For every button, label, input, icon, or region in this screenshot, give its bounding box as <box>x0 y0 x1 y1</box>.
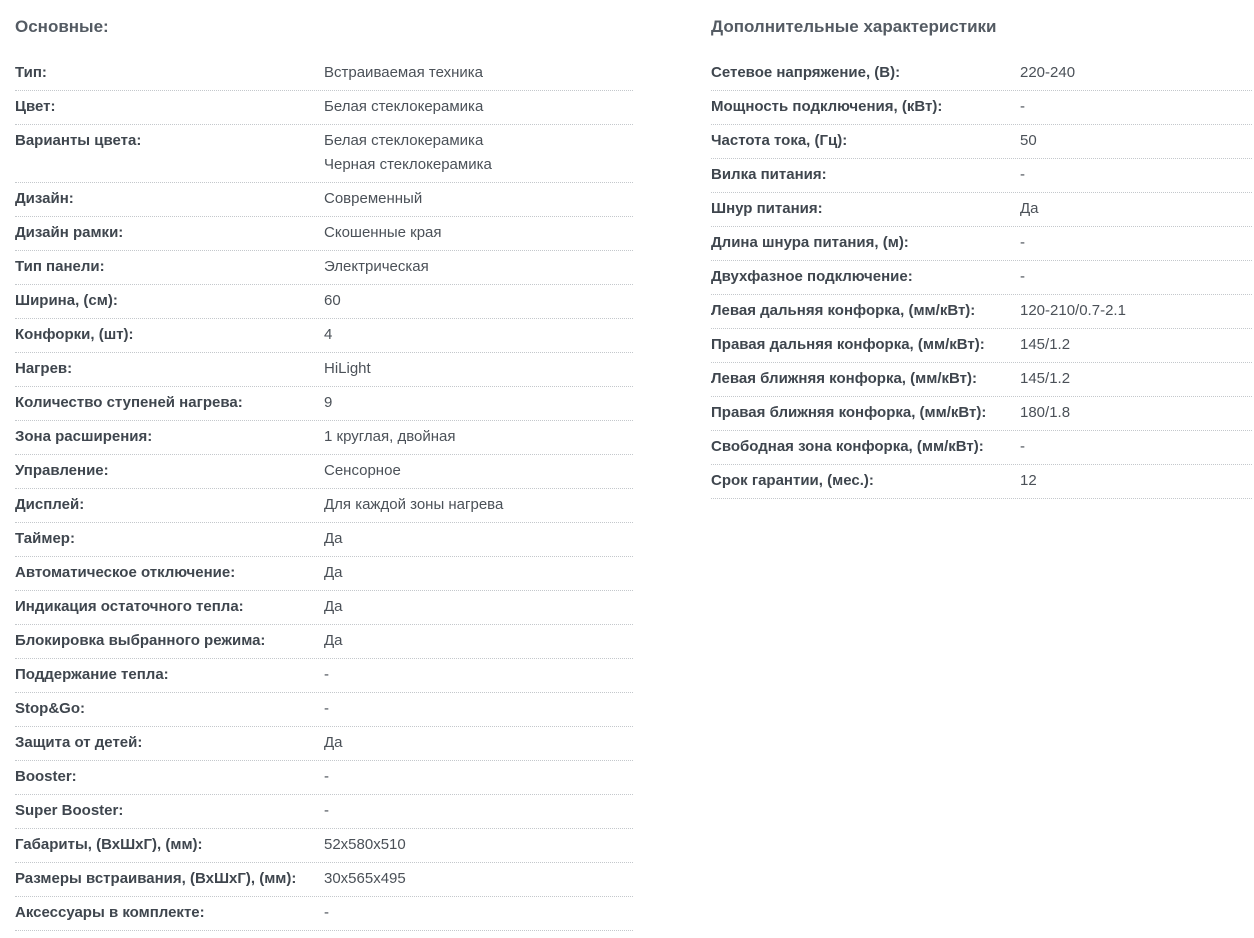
spec-value-line: - <box>324 700 329 717</box>
spec-row <box>15 659 633 693</box>
spec-label: Зона расширения: <box>15 428 153 445</box>
spec-value <box>324 699 329 719</box>
spec-label: Ширина, (см): <box>15 292 118 309</box>
spec-value-line: - <box>1020 98 1025 115</box>
spec-value-line: Современный <box>324 190 423 207</box>
spec-value-line: Для каждой зоны нагрева <box>324 496 504 513</box>
spec-row <box>711 261 1252 295</box>
spec-value <box>324 597 343 617</box>
spec-value <box>324 529 343 549</box>
spec-label: Блокировка выбранного режима: <box>15 632 266 649</box>
spec-value <box>324 393 332 413</box>
spec-row <box>15 353 633 387</box>
spec-value <box>324 495 503 515</box>
spec-value <box>1020 335 1070 355</box>
spec-value <box>324 359 371 379</box>
spec-label: Левая дальняя конфорка, (мм/кВт): <box>711 302 976 319</box>
spec-row <box>711 57 1252 91</box>
spec-label: Конфорки, (шт): <box>15 326 134 343</box>
spec-row <box>711 329 1252 363</box>
spec-value-line: 4 <box>324 326 333 343</box>
spec-value <box>1020 165 1025 185</box>
spec-row <box>15 591 633 625</box>
spec-row <box>15 251 633 285</box>
spec-label: Количество ступеней нагрева: <box>15 394 243 411</box>
spec-value-line: - <box>1020 166 1025 183</box>
spec-label: Дисплей: <box>15 496 85 513</box>
spec-value <box>324 801 329 821</box>
spec-row <box>711 363 1252 397</box>
spec-value-line: Встраиваемая техника <box>324 64 483 81</box>
spec-row <box>15 863 633 897</box>
spec-label: Booster: <box>15 768 77 785</box>
spec-value <box>1020 267 1025 287</box>
spec-label: Дизайн рамки: <box>15 224 124 241</box>
spec-value <box>324 131 492 175</box>
spec-label: Правая ближняя конфорка, (мм/кВт): <box>711 404 987 421</box>
spec-row <box>15 421 633 455</box>
spec-value <box>1020 471 1037 491</box>
spec-value <box>1020 199 1039 219</box>
spec-value-line: Белая стеклокерамика <box>324 98 484 115</box>
spec-label: Автоматическое отключение: <box>15 564 236 581</box>
spec-value <box>324 189 422 209</box>
spec-value <box>324 767 329 787</box>
spec-value-line: 12 <box>1020 472 1037 489</box>
spec-label: Управление: <box>15 462 109 479</box>
spec-row <box>711 91 1252 125</box>
spec-value-line: 9 <box>324 394 333 411</box>
spec-label: Шнур питания: <box>711 200 823 217</box>
spec-label: Поддержание тепла: <box>15 666 169 683</box>
spec-value <box>1020 369 1070 389</box>
spec-row <box>711 227 1252 261</box>
spec-value-line: - <box>1020 234 1025 251</box>
spec-label: Частота тока, (Гц): <box>711 132 848 149</box>
spec-row <box>711 159 1252 193</box>
spec-value-line: Сенсорное <box>324 462 401 479</box>
spec-value-line: - <box>324 768 329 785</box>
spec-label: Super Booster: <box>15 802 124 819</box>
spec-value <box>324 665 329 685</box>
spec-label: Габариты, (ВхШхГ), (мм): <box>15 836 203 853</box>
spec-value <box>324 733 343 753</box>
spec-row <box>15 125 633 183</box>
spec-row <box>15 693 633 727</box>
spec-label: Срок гарантии, (мес.): <box>711 472 874 489</box>
spec-value-line: 30x565x495 <box>324 870 406 887</box>
spec-label: Тип панели: <box>15 258 105 275</box>
spec-value-line: - <box>1020 268 1025 285</box>
spec-value-line: Да <box>324 530 343 547</box>
spec-label: Индикация остаточного тепла: <box>15 598 244 615</box>
spec-value-line: 1 круглая, двойная <box>324 428 456 445</box>
spec-value-line: 180/1.8 <box>1020 404 1071 421</box>
spec-value-line: - <box>324 904 329 921</box>
spec-value <box>324 903 329 923</box>
spec-label: Защита от детей: <box>15 734 143 751</box>
spec-row <box>711 431 1252 465</box>
spec-label: Вилка питания: <box>711 166 827 183</box>
spec-value <box>324 835 406 855</box>
spec-value-line: - <box>1020 438 1025 455</box>
spec-value-line: Черная стеклокерамика <box>324 156 492 173</box>
spec-label: Сетевое напряжение, (В): <box>711 64 901 81</box>
spec-row <box>711 295 1252 329</box>
spec-value <box>1020 233 1025 253</box>
spec-value <box>324 869 406 889</box>
spec-label: Двухфазное подключение: <box>711 268 913 285</box>
main-specs-title: Основные: <box>15 17 109 36</box>
spec-row <box>15 557 633 591</box>
spec-row <box>15 489 633 523</box>
spec-label: Stop&Go: <box>15 700 85 717</box>
spec-label: Нагрев: <box>15 360 73 377</box>
spec-row <box>15 761 633 795</box>
spec-value <box>1020 63 1075 83</box>
spec-label: Размеры встраивания, (ВхШхГ), (мм): <box>15 870 297 887</box>
spec-row <box>15 625 633 659</box>
spec-row <box>15 897 633 931</box>
spec-value <box>324 325 332 345</box>
spec-label: Левая ближняя конфорка, (мм/кВт): <box>711 370 977 387</box>
spec-value <box>324 257 429 277</box>
spec-label: Мощность подключения, (кВт): <box>711 98 943 115</box>
spec-value-line: Да <box>324 598 343 615</box>
spec-value-line: HiLight <box>324 360 371 377</box>
spec-value-line: 120-210/0.7-2.1 <box>1020 302 1126 319</box>
spec-value <box>324 427 455 447</box>
spec-label: Длина шнура питания, (м): <box>711 234 909 251</box>
spec-row <box>15 319 633 353</box>
spec-row <box>15 91 633 125</box>
spec-label: Цвет: <box>15 98 56 115</box>
spec-value-line: 145/1.2 <box>1020 336 1071 353</box>
spec-value <box>324 631 343 651</box>
spec-value <box>1020 403 1070 423</box>
spec-row <box>711 397 1252 431</box>
spec-label: Свободная зона конфорка, (мм/кВт): <box>711 438 984 455</box>
spec-row <box>15 217 633 251</box>
spec-value-line: Да <box>1020 200 1039 217</box>
spec-value <box>1020 131 1037 151</box>
spec-row <box>15 727 633 761</box>
additional-specs-list <box>711 57 1252 499</box>
spec-value-line: 220-240 <box>1020 64 1076 81</box>
spec-row <box>15 285 633 319</box>
spec-row <box>15 455 633 489</box>
spec-value-line: Да <box>324 734 343 751</box>
spec-value <box>1020 97 1025 117</box>
spec-label: Аксессуары в комплекте: <box>15 904 205 921</box>
spec-value-line: Белая стеклокерамика <box>324 132 484 149</box>
spec-value <box>324 563 343 583</box>
spec-value-line: - <box>324 666 329 683</box>
main-specs-list <box>15 57 633 931</box>
spec-row <box>711 125 1252 159</box>
spec-value <box>324 63 483 83</box>
spec-value-line: Электрическая <box>324 258 429 275</box>
spec-label: Дизайн: <box>15 190 74 207</box>
spec-label: Варианты цвета: <box>15 132 142 149</box>
spec-row <box>15 387 633 421</box>
spec-row <box>15 183 633 217</box>
spec-value <box>324 97 483 117</box>
spec-row <box>711 193 1252 227</box>
spec-row <box>15 523 633 557</box>
spec-label: Правая дальняя конфорка, (мм/кВт): <box>711 336 985 353</box>
spec-row <box>15 795 633 829</box>
spec-row <box>15 57 633 91</box>
spec-value-line: 145/1.2 <box>1020 370 1071 387</box>
spec-value-line: Скошенные края <box>324 224 442 241</box>
spec-value-line: Да <box>324 564 343 581</box>
spec-value <box>324 461 401 481</box>
spec-value-line: Да <box>324 632 343 649</box>
spec-value <box>1020 301 1126 321</box>
spec-value-line: 52x580x510 <box>324 836 406 853</box>
spec-value-line: 50 <box>1020 132 1037 149</box>
additional-specs-title: Дополнительные характеристики <box>711 17 997 36</box>
spec-value-line: - <box>324 802 329 819</box>
spec-row <box>15 829 633 863</box>
spec-label: Таймер: <box>15 530 75 547</box>
spec-row <box>711 465 1252 499</box>
spec-label: Тип: <box>15 64 47 81</box>
spec-value <box>1020 437 1025 457</box>
spec-value <box>324 223 442 243</box>
spec-value-line: 60 <box>324 292 341 309</box>
spec-value <box>324 291 341 311</box>
